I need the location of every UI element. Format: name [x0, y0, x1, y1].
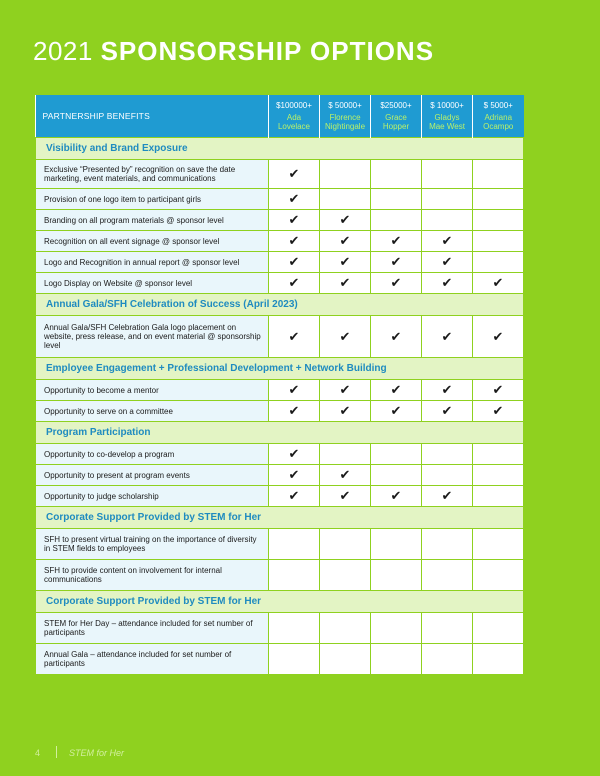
- check-icon: ✔: [320, 231, 371, 252]
- empty-cell: [371, 444, 422, 465]
- section-title: Visibility and Brand Exposure: [36, 138, 524, 160]
- tier-name: Hopper: [382, 122, 410, 131]
- section-title: Corporate Support Provided by STEM for Her: [36, 507, 524, 529]
- check-icon: ✔: [473, 316, 524, 358]
- section-header-row: [36, 138, 524, 160]
- empty-cell: [320, 160, 371, 189]
- page-title: [33, 36, 434, 66]
- tier-amount: $ 50000+: [328, 101, 362, 110]
- tier-name: Mae West: [429, 122, 465, 131]
- check-icon: ✔: [422, 273, 473, 294]
- tier-header: [320, 95, 371, 138]
- empty-cell: [371, 529, 422, 560]
- check-icon: ✔: [269, 189, 320, 210]
- table-row: [36, 560, 524, 591]
- check-icon: ✔: [320, 380, 371, 401]
- check-icon: ✔: [422, 231, 473, 252]
- tier-name: Adriana: [484, 113, 513, 122]
- tier-name: Ada: [286, 113, 302, 122]
- tier-header: [473, 95, 524, 138]
- benefit-label: SFH to provide content on involvement for internal communications: [36, 560, 269, 591]
- table-row: [36, 486, 524, 507]
- empty-cell: [320, 444, 371, 465]
- empty-cell: [371, 560, 422, 591]
- table-row: [36, 252, 524, 273]
- benefit-label: Exclusive “Presented by” recognition on save the date marketing, event materials, and communications: [36, 160, 269, 189]
- benefit-label: Logo Display on Website @ sponsor level: [36, 273, 269, 294]
- empty-cell: [269, 644, 320, 675]
- table-row: [36, 189, 524, 210]
- check-icon: ✔: [320, 316, 371, 358]
- empty-cell: [320, 560, 371, 591]
- empty-cell: [422, 210, 473, 231]
- section-header-row: [36, 591, 524, 613]
- check-icon: ✔: [371, 401, 422, 422]
- check-icon: ✔: [371, 316, 422, 358]
- empty-cell: [269, 560, 320, 591]
- benefits-header: PARTNERSHIP BENEFITS: [36, 95, 269, 138]
- check-icon: ✔: [371, 273, 422, 294]
- check-icon: ✔: [269, 401, 320, 422]
- empty-cell: [320, 644, 371, 675]
- empty-cell: [371, 189, 422, 210]
- check-icon: ✔: [320, 252, 371, 273]
- check-icon: ✔: [269, 252, 320, 273]
- tier-amount: $25000+: [380, 101, 412, 110]
- empty-cell: [422, 560, 473, 591]
- benefit-label: SFH to present virtual training on the importance of diversity in STEM fields to employees: [36, 529, 269, 560]
- empty-cell: [422, 613, 473, 644]
- table-row: [36, 401, 524, 422]
- check-icon: ✔: [269, 444, 320, 465]
- check-icon: ✔: [269, 465, 320, 486]
- section-header-row: [36, 358, 524, 380]
- benefit-label: Opportunity to serve on a committee: [36, 401, 269, 422]
- table-row: [36, 465, 524, 486]
- section-title: Corporate Support Provided by STEM for Her: [36, 591, 524, 613]
- benefit-label: Opportunity to become a mentor: [36, 380, 269, 401]
- empty-cell: [473, 465, 524, 486]
- table-row: [36, 613, 524, 644]
- section-header-row: [36, 422, 524, 444]
- tier-header: [269, 95, 320, 138]
- check-icon: ✔: [320, 401, 371, 422]
- empty-cell: [473, 613, 524, 644]
- empty-cell: [473, 210, 524, 231]
- table-row: [36, 380, 524, 401]
- check-icon: ✔: [320, 465, 371, 486]
- benefit-label: Opportunity to judge scholarship: [36, 486, 269, 507]
- check-icon: ✔: [269, 160, 320, 189]
- empty-cell: [371, 644, 422, 675]
- empty-cell: [269, 613, 320, 644]
- check-icon: ✔: [422, 316, 473, 358]
- empty-cell: [473, 644, 524, 675]
- tier-amount: $ 10000+: [430, 101, 464, 110]
- benefit-label: Logo and Recognition in annual report @ sponsor level: [36, 252, 269, 273]
- section-title: Program Participation: [36, 422, 524, 444]
- benefit-label: Annual Gala – attendance included for set number of participants: [36, 644, 269, 675]
- check-icon: ✔: [422, 252, 473, 273]
- benefit-label: Branding on all program materials @ sponsor level: [36, 210, 269, 231]
- header-row: [36, 95, 524, 138]
- section-header-row: [36, 507, 524, 529]
- table-row: [36, 316, 524, 358]
- empty-cell: [422, 444, 473, 465]
- benefit-label: Annual Gala/SFH Celebration Gala logo placement on website, press release, and on event material @ sponsorship level: [36, 316, 269, 358]
- empty-cell: [422, 189, 473, 210]
- check-icon: ✔: [320, 486, 371, 507]
- section-header-row: [36, 294, 524, 316]
- table-row: [36, 444, 524, 465]
- footer-brand: STEM for Her: [69, 748, 125, 758]
- page-footer: [35, 746, 124, 758]
- benefit-label: Recognition on all event signage @ sponsor level: [36, 231, 269, 252]
- title-year: 2021: [33, 36, 93, 66]
- empty-cell: [269, 529, 320, 560]
- empty-cell: [473, 486, 524, 507]
- empty-cell: [473, 252, 524, 273]
- page-number: 4: [35, 748, 41, 758]
- empty-cell: [371, 210, 422, 231]
- empty-cell: [473, 189, 524, 210]
- empty-cell: [320, 613, 371, 644]
- table-row: [36, 273, 524, 294]
- empty-cell: [422, 644, 473, 675]
- check-icon: ✔: [269, 486, 320, 507]
- empty-cell: [320, 189, 371, 210]
- tier-header: [422, 95, 473, 138]
- check-icon: ✔: [371, 380, 422, 401]
- empty-cell: [473, 529, 524, 560]
- empty-cell: [473, 560, 524, 591]
- benefit-label: Provision of one logo item to participant girls: [36, 189, 269, 210]
- empty-cell: [473, 231, 524, 252]
- empty-cell: [422, 529, 473, 560]
- sponsorship-table: [35, 95, 524, 675]
- title-main: SPONSORSHIP OPTIONS: [100, 36, 435, 66]
- footer-divider: [56, 746, 57, 758]
- check-icon: ✔: [422, 380, 473, 401]
- check-icon: ✔: [473, 401, 524, 422]
- table-body: [36, 138, 524, 675]
- table-row: [36, 160, 524, 189]
- check-icon: ✔: [422, 486, 473, 507]
- empty-cell: [371, 613, 422, 644]
- section-title: Employee Engagement + Professional Development + Network Building: [36, 358, 524, 380]
- check-icon: ✔: [422, 401, 473, 422]
- section-title: Annual Gala/SFH Celebration of Success (April 2023): [36, 294, 524, 316]
- tier-name: Nightingale: [324, 122, 366, 131]
- check-icon: ✔: [371, 252, 422, 273]
- table-row: [36, 529, 524, 560]
- empty-cell: [371, 465, 422, 486]
- tier-name: Grace: [385, 113, 407, 122]
- tier-name: Ocampo: [483, 122, 514, 131]
- tier-name: Lovelace: [277, 122, 311, 131]
- check-icon: ✔: [473, 380, 524, 401]
- check-icon: ✔: [269, 273, 320, 294]
- benefit-label: Opportunity to present at program events: [36, 465, 269, 486]
- tier-header: [371, 95, 422, 138]
- check-icon: ✔: [320, 273, 371, 294]
- table-row: [36, 231, 524, 252]
- check-icon: ✔: [473, 273, 524, 294]
- tier-amount: $ 5000+: [483, 101, 513, 110]
- check-icon: ✔: [371, 231, 422, 252]
- check-icon: ✔: [320, 210, 371, 231]
- empty-cell: [422, 160, 473, 189]
- empty-cell: [320, 529, 371, 560]
- benefit-label: Opportunity to co-develop a program: [36, 444, 269, 465]
- empty-cell: [422, 465, 473, 486]
- check-icon: ✔: [269, 210, 320, 231]
- check-icon: ✔: [371, 486, 422, 507]
- check-icon: ✔: [269, 380, 320, 401]
- table-row: [36, 644, 524, 675]
- tier-name: Gladys: [434, 113, 460, 122]
- tier-amount: $100000+: [276, 101, 312, 110]
- tier-name: Florence: [329, 113, 361, 122]
- check-icon: ✔: [269, 231, 320, 252]
- empty-cell: [473, 160, 524, 189]
- check-icon: ✔: [269, 316, 320, 358]
- table-row: [36, 210, 524, 231]
- benefit-label: STEM for Her Day – attendance included for set number of participants: [36, 613, 269, 644]
- empty-cell: [371, 160, 422, 189]
- empty-cell: [473, 444, 524, 465]
